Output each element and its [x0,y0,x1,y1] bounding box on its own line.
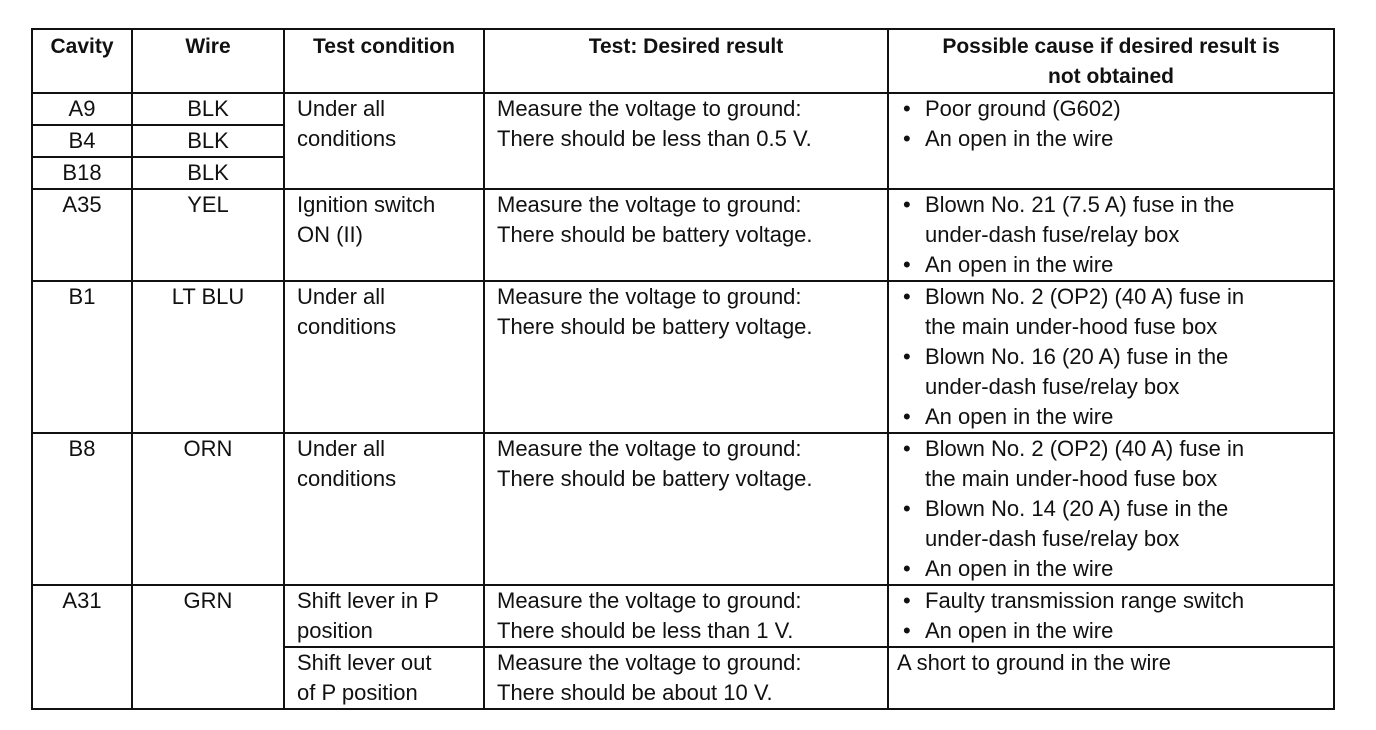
cause-text: Blown No. 2 (OP2) (40 A) fuse in [925,436,1245,461]
condition-line: ON (II) [297,222,363,247]
condition-line: of P position [297,680,418,705]
bullet-icon: • [903,618,911,643]
condition-cell [284,585,484,647]
bullet-icon: • [903,436,911,461]
bullet-icon: • [903,556,911,581]
header-possible-cause-line-1: Possible cause if desired result is [942,35,1280,58]
bullet-icon: • [903,192,911,217]
header-cavity: Cavity [32,29,132,93]
result-line: Measure the voltage to ground: [497,284,802,309]
condition-line: conditions [297,466,397,491]
cause-bullet [903,124,1333,154]
condition-line: Shift lever out [297,650,432,675]
wire-cell: BLK [132,157,284,189]
condition-cell [284,433,484,585]
cause-continuation: under-dash fuse/relay box [925,526,1180,551]
cavity-cell: A9 [32,93,132,125]
cause-text: An open in the wire [925,404,1114,429]
result-line: There should be less than 0.5 V. [497,126,812,151]
cause-bullet [903,554,1333,584]
result-cell [484,93,888,189]
condition-line: Under all [297,96,386,121]
cause-bullet [903,586,1333,616]
wire-cell: BLK [132,125,284,157]
cause-bullet [903,250,1333,280]
bullet-icon: • [903,252,911,277]
cause-text: Blown No. 16 (20 A) fuse in the [925,344,1229,369]
cause-bullet [903,616,1333,646]
cause-cell [888,647,1334,709]
cause-bullet [903,282,1333,312]
header-possible-cause [888,29,1334,93]
condition-cell [284,647,484,709]
cause-bullet [903,342,1333,372]
condition-line: Ignition switch [297,192,436,217]
bullet-icon: • [903,96,911,121]
cause-continuation: the main under-hood fuse box [925,314,1218,339]
table-row-b8 [32,433,1334,585]
table-row-a31-in-p [32,585,1334,647]
result-line: Measure the voltage to ground: [497,650,802,675]
cause-text: Poor ground (G602) [925,96,1121,121]
cavity-cell: B1 [32,281,132,433]
cause-text: An open in the wire [925,556,1114,581]
cavity-cell: B4 [32,125,132,157]
condition-line: Under all [297,436,386,461]
table-row-b1 [32,281,1334,433]
bullet-icon: • [903,126,911,151]
result-line: Measure the voltage to ground: [497,588,802,613]
table-row-a9 [32,93,1334,125]
bullet-icon: • [903,588,911,613]
condition-cell [284,189,484,281]
cavity-cell: B18 [32,157,132,189]
result-line: Measure the voltage to ground: [497,436,802,461]
result-line: There should be battery voltage. [497,222,813,247]
cause-text: Blown No. 2 (OP2) (40 A) fuse in [925,284,1245,309]
condition-line: Shift lever in P [297,588,439,613]
bullet-icon: • [903,344,911,369]
header-desired-result: Test: Desired result [484,29,888,93]
cause-text: An open in the wire [925,252,1114,277]
result-cell [484,189,888,281]
cause-bullet [903,434,1333,464]
cause-cell [888,281,1334,433]
cavity-cell: A35 [32,189,132,281]
cause-bullet [903,402,1333,432]
table-row-a35 [32,189,1334,281]
cause-bullet [903,94,1333,124]
cause-text: Blown No. 21 (7.5 A) fuse in the [925,192,1235,217]
cause-cell [888,93,1334,189]
result-line: There should be about 10 V. [497,680,773,705]
cause-cell [888,189,1334,281]
result-line: Measure the voltage to ground: [497,192,802,217]
condition-line: position [297,618,373,643]
cause-text: Blown No. 14 (20 A) fuse in the [925,496,1229,521]
diagnostic-table [31,28,1335,710]
wire-cell: BLK [132,93,284,125]
cause-continuation: the main under-hood fuse box [925,466,1218,491]
condition-cell [284,93,484,189]
cause-text: An open in the wire [925,618,1114,643]
result-line: Measure the voltage to ground: [497,96,802,121]
header-wire: Wire [132,29,284,93]
wire-cell: YEL [132,189,284,281]
condition-line: Under all [297,284,386,309]
cause-continuation: under-dash fuse/relay box [925,374,1180,399]
cause-text: An open in the wire [925,126,1114,151]
result-line: There should be battery voltage. [497,466,813,491]
cause-bullet [903,494,1333,524]
cause-cell [888,585,1334,647]
cavity-cell: B8 [32,433,132,585]
cause-continuation: under-dash fuse/relay box [925,222,1180,247]
cause-cell [888,433,1334,585]
bullet-icon: • [903,404,911,429]
cavity-cell: A31 [32,585,132,709]
wire-cell: ORN [132,433,284,585]
wire-cell: GRN [132,585,284,709]
result-cell [484,433,888,585]
bullet-icon: • [903,496,911,521]
condition-line: conditions [297,314,397,339]
header-possible-cause-line-2: not obtained [1048,65,1174,88]
header-test-condition: Test condition [284,29,484,93]
result-cell [484,647,888,709]
cause-text: Faulty transmission range switch [925,588,1245,613]
result-cell [484,585,888,647]
condition-line: conditions [297,126,397,151]
bullet-icon: • [903,284,911,309]
condition-cell [284,281,484,433]
cause-bullet [903,190,1333,220]
result-cell [484,281,888,433]
header-row [32,29,1334,93]
cause-text: A short to ground in the wire [897,650,1171,675]
result-line: There should be less than 1 V. [497,618,794,643]
wire-cell: LT BLU [132,281,284,433]
result-line: There should be battery voltage. [497,314,813,339]
